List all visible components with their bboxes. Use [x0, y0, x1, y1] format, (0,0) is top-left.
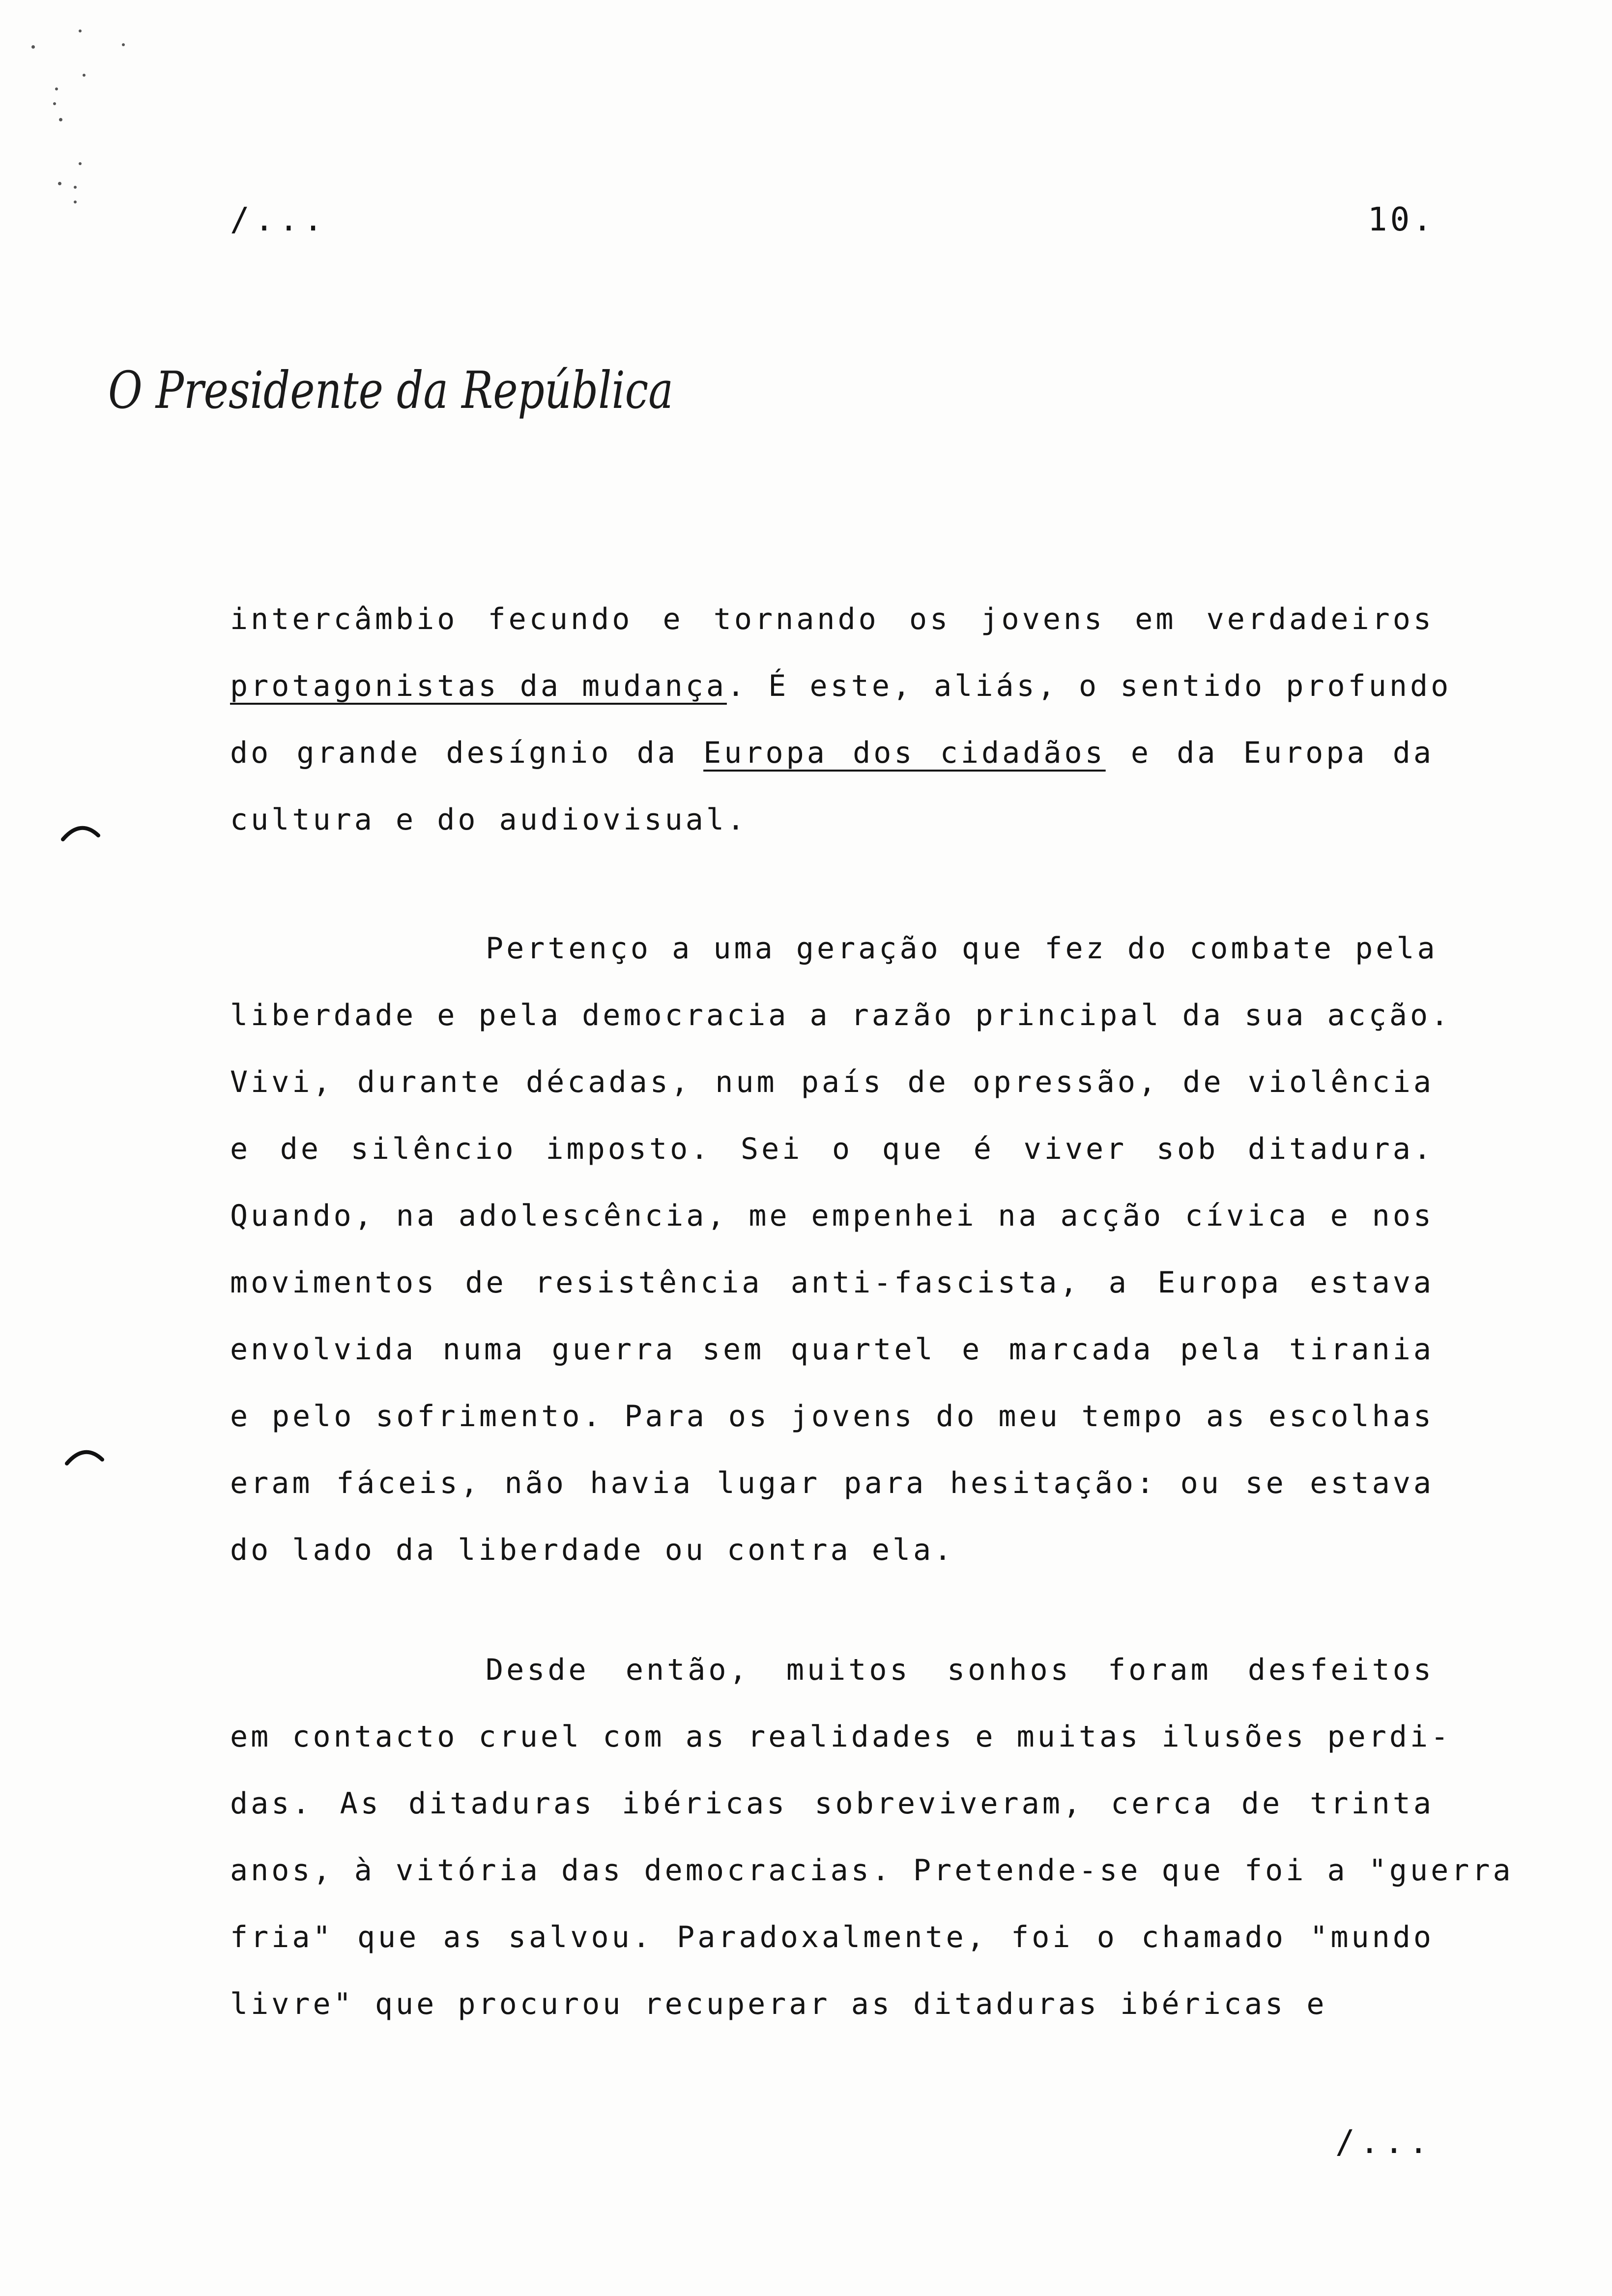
text-line	[230, 982, 1452, 1049]
text-segment: envolvida numa guerra sem quartel e marcada pela tirania	[230, 1332, 1434, 1367]
scan-speck	[83, 74, 86, 77]
text-line	[230, 1517, 1434, 1583]
scan-speck	[55, 87, 58, 90]
text-segment: livre" que procurou recuperar as ditaduras ibéricas e	[230, 1987, 1327, 2021]
text-line	[230, 1049, 1434, 1116]
text-line	[230, 1904, 1434, 1971]
text-segment: eram fáceis, não havia lugar para hesitação: ou se estava	[230, 1466, 1434, 1500]
header-continuation: /...	[230, 201, 328, 238]
letterhead-text: O Presidente da República	[108, 360, 673, 420]
text-line	[230, 1636, 1434, 1703]
text-segment: Desde então, muitos sonhos foram desfeitos	[486, 1653, 1434, 1687]
text-line	[230, 1703, 1452, 1770]
letterhead-signature	[103, 344, 693, 437]
text-line	[230, 1770, 1434, 1837]
text-segment: liberdade e pela democracia a razão principal da sua acção.	[230, 998, 1452, 1033]
scan-speck	[74, 201, 77, 203]
text-segment: fria" que as salvou. Paradoxalmente, foi o chamado "mundo	[230, 1920, 1434, 1954]
text-line	[230, 1316, 1434, 1383]
paragraph-3	[230, 1636, 1514, 2038]
text-line	[230, 1383, 1434, 1450]
text-segment: . É este, aliás, o sentido profundo	[726, 669, 1452, 703]
text-line	[230, 586, 1434, 653]
scan-speck	[79, 162, 82, 165]
text-segment: anos, à vitória das democracias. Pretende-se que foi a "guerra	[230, 1853, 1514, 1888]
text-segment: e pelo sofrimento. Para os jovens do meu tempo as escolhas	[230, 1399, 1434, 1434]
punch-hole-mark	[65, 1446, 104, 1465]
scan-speck	[58, 182, 61, 185]
text-segment: cultura e do audiovisual.	[230, 803, 748, 837]
text-line	[230, 1249, 1434, 1316]
underlined-phrase: Europa dos cidadãos	[703, 736, 1106, 770]
scan-speck	[122, 43, 125, 46]
text-segment: e de silêncio imposto. Sei o que é viver sob ditadura.	[230, 1132, 1434, 1166]
text-segment: do lado da liberdade ou contra ela.	[230, 1533, 955, 1567]
scan-speck	[74, 186, 77, 189]
punch-hole-mark	[61, 822, 100, 841]
paragraph-1	[230, 586, 1452, 853]
text-segment: intercâmbio fecundo e tornando os jovens em verdadeiros	[230, 602, 1434, 636]
text-line	[230, 786, 1434, 853]
scan-speck	[79, 29, 82, 32]
text-line	[230, 915, 1438, 982]
text-segment: das. As ditaduras ibéricas sobreviveram, cerca de trinta	[230, 1786, 1434, 1821]
text-segment: e da Europa da	[1105, 736, 1434, 770]
text-segment: do grande desígnio da	[230, 736, 704, 770]
scan-speck	[31, 45, 35, 49]
text-line	[230, 1116, 1434, 1182]
underlined-phrase: protagonistas da mudança	[230, 669, 727, 703]
text-segment: movimentos de resistência anti-fascista, a Europa estava	[230, 1265, 1434, 1300]
text-line	[230, 653, 1452, 719]
text-line	[230, 1971, 1434, 2038]
text-line	[230, 1837, 1514, 1904]
text-segment: Quando, na adolescência, me empenhei na acção cívica e nos	[230, 1199, 1434, 1233]
text-line	[230, 1182, 1434, 1249]
paragraph-2	[230, 915, 1452, 1583]
text-segment: Pertenço a uma geração que fez do combate pela	[486, 931, 1438, 966]
text-line	[230, 719, 1434, 786]
page-number: 10.	[1367, 201, 1435, 238]
scan-speck	[59, 118, 62, 121]
text-segment: em contacto cruel com as realidades e muitas ilusões perdi-	[230, 1720, 1452, 1754]
text-line	[230, 1450, 1434, 1517]
text-segment: Vivi, durante décadas, num país de opressão, de violência	[230, 1065, 1434, 1099]
scan-speck	[53, 102, 56, 105]
footer-continuation: /...	[1335, 2123, 1433, 2161]
